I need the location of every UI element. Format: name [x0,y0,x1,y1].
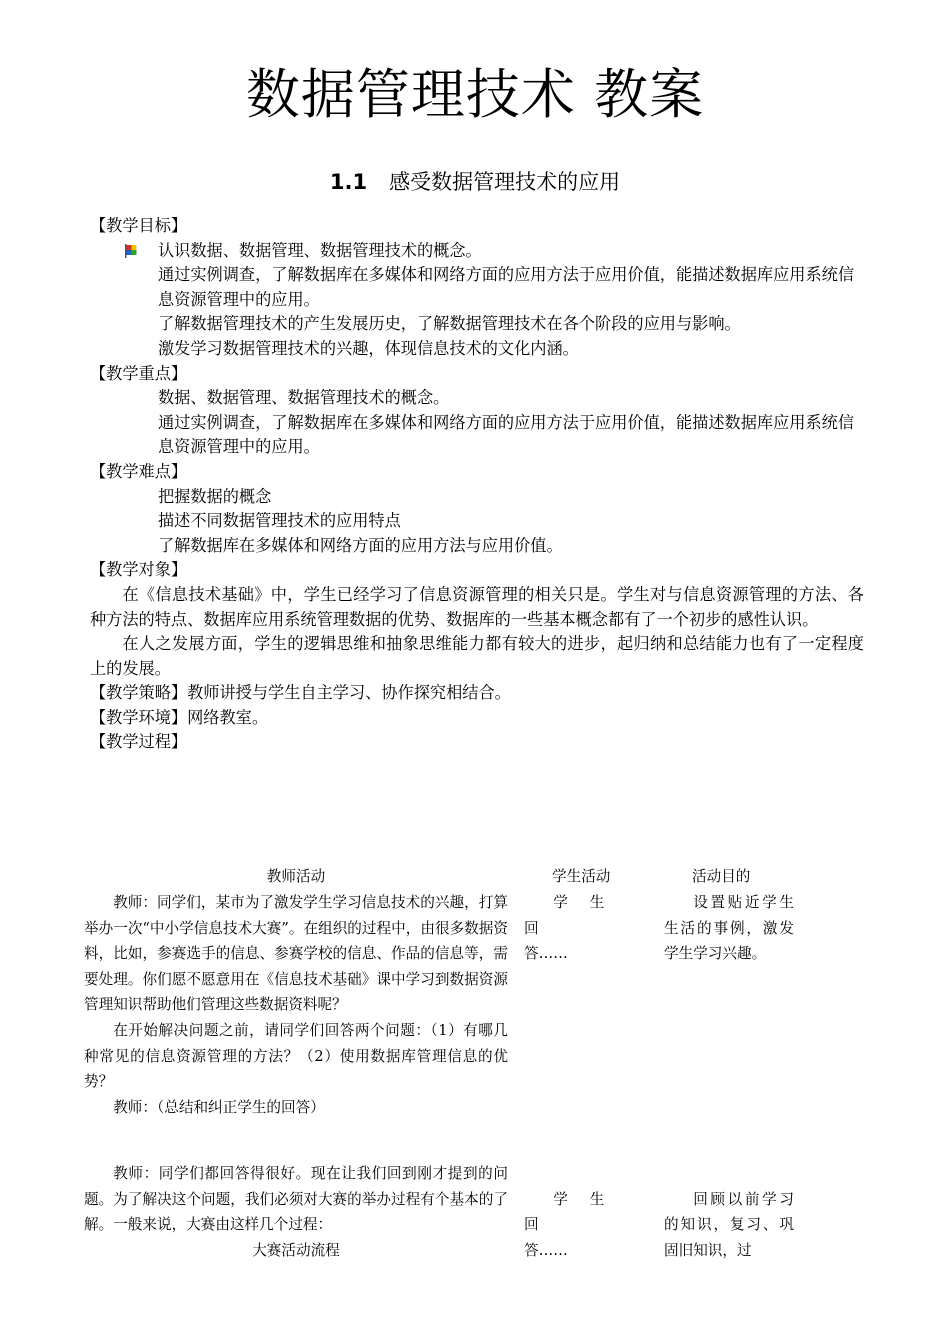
key-point-item: 通过实例调查，了解数据库在多媒体和网络方面的应用方法于应用价值，能描述数据库应用系统信息资源管理中的应用。 [158,412,855,457]
purpose-text: 设置贴近学生生活的事例，激发学生学习兴趣。 [664,894,794,963]
goal-item: 通过实例调查，了解数据库在多媒体和网络方面的应用方法于应用价值，能描述数据库应用系统信息资源管理中的应用。 [158,265,855,309]
bullet-flag-icon [124,244,138,258]
audience-paragraph: 在《信息技术基础》中，学生已经学习了信息资源管理的相关只是。学生对与信息资源管理的方法、各种方法的特点、数据库应用系统管理数据的优势、数据库的一些基本概念都有了一个初步的感性认识。 [90,584,864,629]
teacher-paragraph: 在开始解决问题之前，请同学们回答两个问题：（1）有哪几种常见的信息资源管理的方法？（2）使用数据库管理信息的优势？ [84,1021,508,1091]
table-row [84,1161,796,1271]
teacher-paragraph: 教师：同学们都回答得很好。现在让我们回到刚才提到的问题。为了解决这个问题，我们必须对大赛的举办过程有个基本的了解。一般来说，大赛由这样几个过程： [84,1165,508,1234]
lesson-body [90,214,864,755]
section-title: 感受数据管理技术的应用 [389,170,621,194]
student-activity-cell [524,1187,652,1264]
student-text: 答…… [524,1241,568,1259]
purpose-text: 回顾以前学习的知识，复习、巩固旧知识，过 [664,1190,794,1259]
table-header-row [84,864,796,890]
goal-item: 认识数据、数据管理、数据管理技术的概念。 [158,240,482,260]
section-heading [0,168,950,196]
difficulties-heading: 【教学难点】 [90,461,188,481]
goals-heading: 【教学目标】 [90,216,188,235]
strategy-line: 【教学策略】教师讲授与学生自主学习、协作探究相结合。 [90,683,511,703]
teacher-paragraph: 教师：（总结和纠正学生的回答） [113,1098,325,1116]
section-number: 1.1 [329,170,368,194]
environment-line: 【教学环境】网络教室。 [90,707,269,727]
difficulty-item: 把握数据的概念 [158,486,272,506]
student-activity-cell [524,890,652,967]
key-point-item: 数据、数据管理、数据管理技术的概念。 [158,388,450,408]
difficulty-item: 了解数据库在多媒体和网络方面的应用方法与应用价值。 [158,535,563,555]
process-table [84,864,796,1271]
key-points-heading: 【教学重点】 [90,363,188,383]
goal-item: 了解数据管理技术的产生发展历史，了解数据管理技术在各个阶段的应用与影响。 [158,314,741,334]
purpose-cell [664,890,794,967]
audience-paragraph: 在人之发展方面，学生的逻辑思维和抽象思维能力都有较大的进步，起归纳和总结能力也有了一定程度上的发展。 [90,634,864,678]
document-title: 数据管理技术 教案 [245,63,705,126]
student-text: 答…… [524,945,568,963]
teacher-activity-cell [84,890,508,1120]
table-row [84,890,796,1161]
student-text: 学生回 [524,1190,627,1234]
process-heading: 【教学过程】 [90,732,188,752]
goal-item: 激发学习数据管理技术的兴趣，体现信息技术的文化内涵。 [158,338,579,358]
audience-heading: 【教学对象】 [90,560,188,580]
difficulty-item: 描述不同数据管理技术的应用特点 [158,511,401,531]
teacher-activity-cell [84,1161,508,1263]
student-text: 学生回 [524,894,627,937]
flowchart-caption: 大赛活动流程 [252,1241,340,1259]
teacher-paragraph: 教师：同学们，某市为了激发学生学习信息技术的兴趣，打算举办一次“中小学信息技术大赛”。在组织的过程中，由很多数据资料，比如，参赛选手的信息、参赛学校的信息、作品的信息等，需要处理。你们愿不愿意用在《信息技术基础》课中学习到数据资源管理知识帮助他们管理这些数据资料呢？ [84,894,508,1014]
header-student-activity: 学生活动 [552,868,611,885]
purpose-cell [664,1187,794,1264]
header-activity-purpose: 活动目的 [692,868,751,885]
goal-item-1-row [90,239,864,264]
header-teacher-activity: 教师活动 [266,868,326,885]
